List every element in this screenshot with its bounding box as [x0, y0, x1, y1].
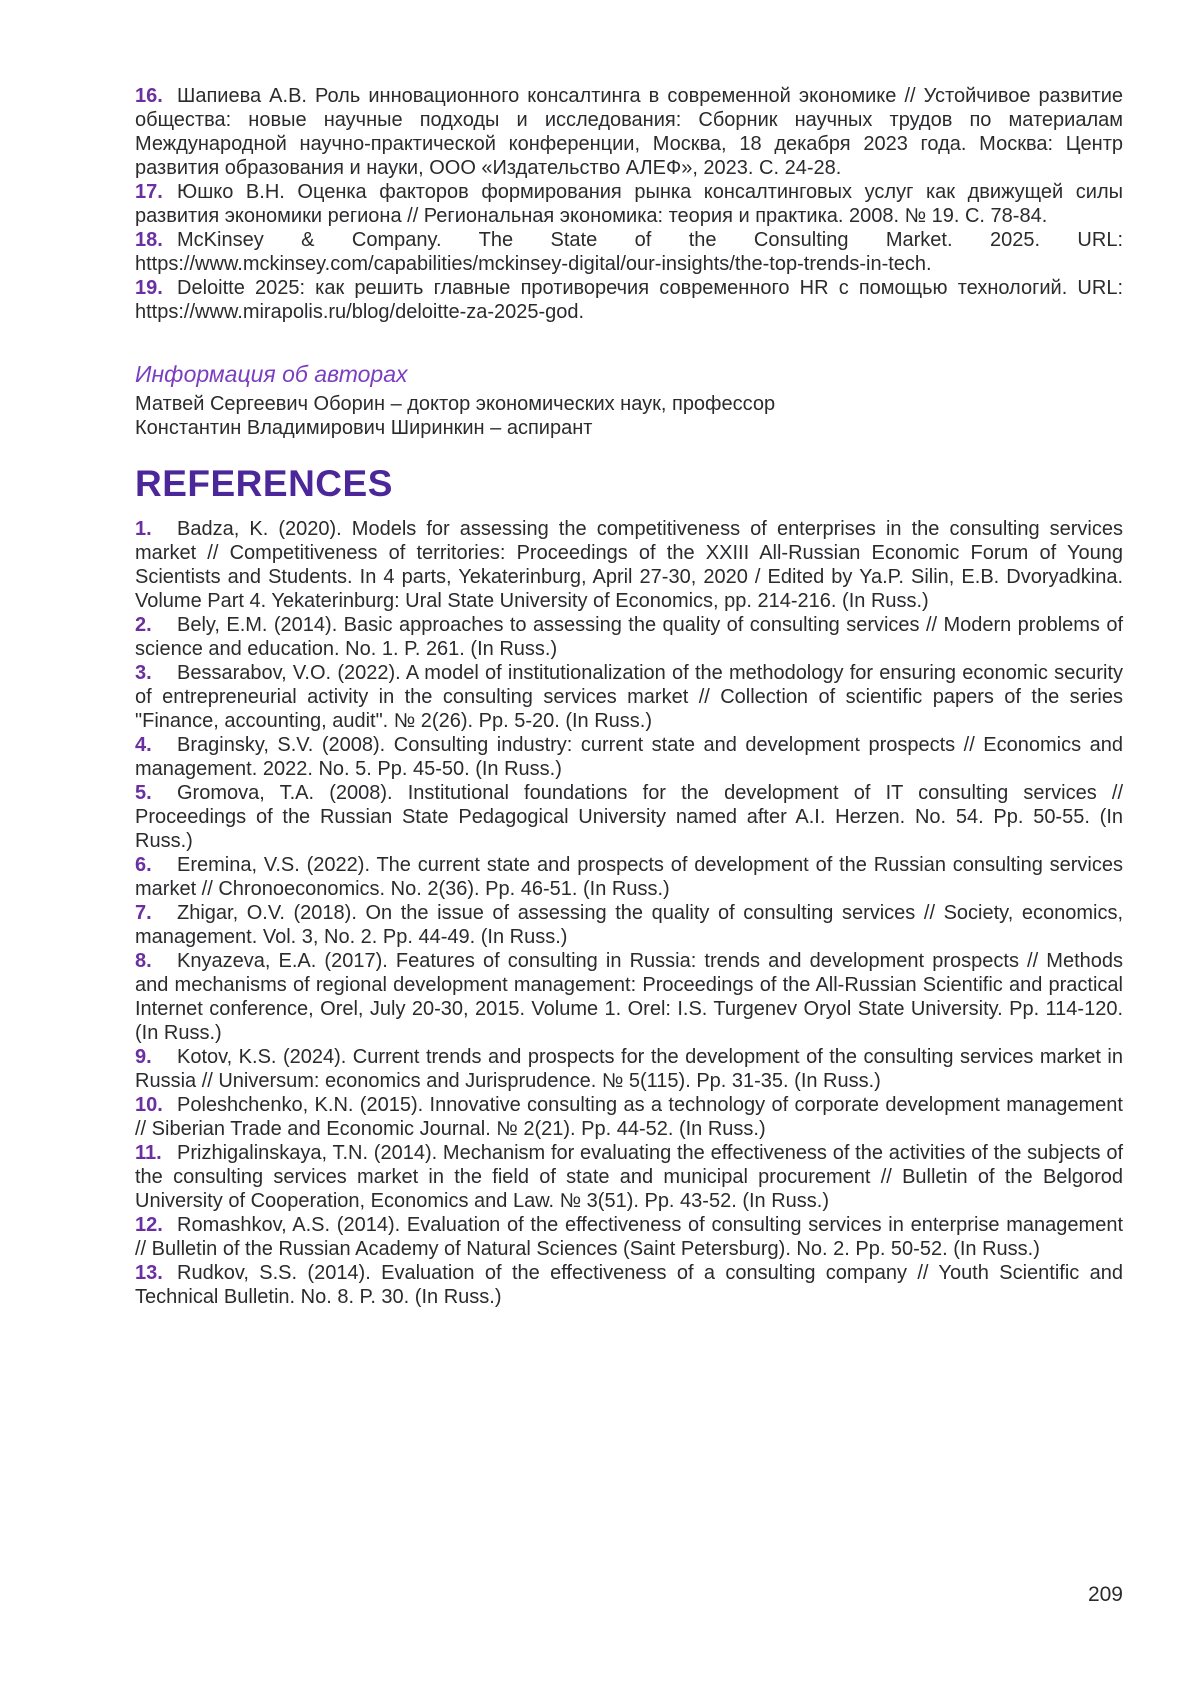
reference-text: Deloitte 2025: как решить главные противоречия современного HR с помощью технологий. URL: https://www.mirapolis.ru/blog/deloitte-za-2025-god.	[135, 277, 1123, 323]
reference-number: 16.	[135, 85, 163, 107]
reference-number: 10.	[135, 1094, 163, 1116]
reference-text: Юшко В.Н. Оценка факторов формирования рынка консалтинговых услуг как движущей силы развития экономики региона // Региональная экономика: теория и практика. 2008. № 19. С. 78-84.	[135, 181, 1123, 227]
reference-text: Poleshchenko, K.N. (2015). Innovative consulting as a technology of corporate development management // Siberian Trade and Economic Journal. № 2(21). Pp. 44-52. (In Russ.)	[135, 1094, 1123, 1140]
reference-item	[135, 84, 1123, 180]
reference-number: 18.	[135, 229, 163, 251]
reference-text: McKinsey & Company. The State of the Consulting Market. 2025. URL: https://www.mckinsey.com/capabilities/mckinsey-digital/our-insights/the-top-trends-in-tech.	[135, 229, 1123, 275]
reference-item	[135, 853, 1123, 901]
reference-number: 2.	[135, 614, 152, 636]
reference-item	[135, 180, 1123, 228]
reference-text: Badza, K. (2020). Models for assessing the competitiveness of enterprises in the consulting services market // Competitiveness of territories: Proceedings of the XXIII All-Russian Economic Forum of Young Scientists and Students. In 4 parts, Yekaterinburg, April 27-30, 2020 / Edited by Ya.P. Silin, E.B. Dvoryadkina. Volume Part 4. Yekaterinburg: Ural State University of Economics, pp. 214-216. (In Russ.)	[135, 518, 1123, 612]
reference-item	[135, 661, 1123, 733]
reference-text: Шапиева А.В. Роль инновационного консалтинга в современной экономике // Устойчивое развитие общества: новые научные подходы и исследования: Сборник научных трудов по материалам Международной научно-практической конференции, Москва, 18 декабря 2023 года. Москва: Центр развития образования и науки, ООО «Издательство АЛЕФ», 2023. С. 24-28.	[135, 85, 1123, 179]
reference-text: Braginsky, S.V. (2008). Consulting industry: current state and development prospects // Economics and management. 2022. No. 5. Pp. 45-50. (In Russ.)	[135, 734, 1123, 780]
references-heading: REFERENCES	[135, 463, 393, 504]
reference-number: 13.	[135, 1262, 163, 1284]
author-line: Матвей Сергеевич Оборин – доктор экономических наук, профессор	[135, 393, 776, 415]
reference-text: Prizhigalinskaya, T.N. (2014). Mechanism for evaluating the effectiveness of the activities of the subjects of the consulting services market in the field of state and municipal procurement // Bulletin of the Belgorod University of Cooperation, Economics and Law. № 3(51). Pp. 43-52. (In Russ.)	[135, 1142, 1123, 1212]
reference-item	[135, 276, 1123, 324]
reference-number: 17.	[135, 181, 163, 203]
authors-list	[135, 392, 1123, 440]
reference-text: Zhigar, O.V. (2018). On the issue of assessing the quality of consulting services // Society, economics, management. Vol. 3, No. 2. Pp. 44-49. (In Russ.)	[135, 902, 1123, 948]
reference-number: 11.	[135, 1142, 162, 1164]
reference-item	[135, 733, 1123, 781]
reference-item	[135, 949, 1123, 1045]
reference-text: Knyazeva, E.A. (2017). Features of consulting in Russia: trends and development prospects // Methods and mechanisms of regional development management: Proceedings of the All-Russian Scientific and practical Internet conference, Orel, July 20-30, 2015. Volume 1. Orel: I.S. Turgenev Oryol State University. Pp. 114-120. (In Russ.)	[135, 950, 1123, 1044]
reference-text: Eremina, V.S. (2022). The current state and prospects of development of the Russian consulting services market // Chronoeconomics. No. 2(36). Pp. 46-51. (In Russ.)	[135, 854, 1123, 900]
reference-item	[135, 517, 1123, 613]
reference-item	[135, 781, 1123, 853]
reference-item	[135, 1261, 1123, 1309]
reference-item	[135, 613, 1123, 661]
reference-text: Bely, E.M. (2014). Basic approaches to assessing the quality of consulting services // Modern problems of science and education. No. 1. P. 261. (In Russ.)	[135, 614, 1123, 660]
reference-text: Rudkov, S.S. (2014). Evaluation of the effectiveness of a consulting company // Youth Scientific and Technical Bulletin. No. 8. P. 30. (In Russ.)	[135, 1262, 1123, 1308]
reference-text: Kotov, K.S. (2024). Current trends and prospects for the development of the consulting services market in Russia // Universum: economics and Jurisprudence. № 5(115). Pp. 31-35. (In Russ.)	[135, 1046, 1123, 1092]
page-number: 209	[1087, 1583, 1123, 1606]
references-section	[135, 464, 1123, 1309]
reference-number: 12.	[135, 1214, 163, 1236]
reference-item	[135, 1093, 1123, 1141]
reference-item	[135, 1045, 1123, 1093]
reference-text: Romashkov, A.S. (2014). Evaluation of the effectiveness of consulting services in enterprise management // Bulletin of the Russian Academy of Natural Sciences (Saint Petersburg). No. 2. Pp. 50-52. (In Russ.)	[135, 1214, 1123, 1260]
reference-number: 1.	[135, 518, 152, 540]
reference-item	[135, 1213, 1123, 1261]
reference-number: 7.	[135, 902, 152, 924]
reference-number: 4.	[135, 734, 152, 756]
reference-number: 8.	[135, 950, 152, 972]
russian-bibliography-section	[135, 84, 1123, 324]
authors-info-section	[135, 361, 1123, 440]
reference-item	[135, 228, 1123, 276]
reference-number: 3.	[135, 662, 152, 684]
reference-text: Bessarabov, V.O. (2022). A model of institutionalization of the methodology for ensuring economic security of entrepreneurial activity in the consulting services market // Collection of scientific papers of the series "Finance, accounting, audit". № 2(26). Pp. 5-20. (In Russ.)	[135, 662, 1123, 732]
english-references-list	[135, 517, 1123, 1309]
reference-number: 9.	[135, 1046, 152, 1068]
reference-text: Gromova, T.A. (2008). Institutional foundations for the development of IT consulting services // Proceedings of the Russian State Pedagogical University named after A.I. Herzen. No. 54. Pp. 50-55. (In Russ.)	[135, 782, 1123, 852]
reference-number: 6.	[135, 854, 152, 876]
reference-number: 5.	[135, 782, 152, 804]
author-line: Константин Владимирович Ширинкин – аспирант	[135, 417, 593, 439]
reference-item	[135, 1141, 1123, 1213]
authors-info-heading: Информация об авторах	[135, 361, 408, 387]
reference-number: 19.	[135, 277, 163, 299]
russian-references-list	[135, 84, 1123, 324]
reference-item	[135, 901, 1123, 949]
